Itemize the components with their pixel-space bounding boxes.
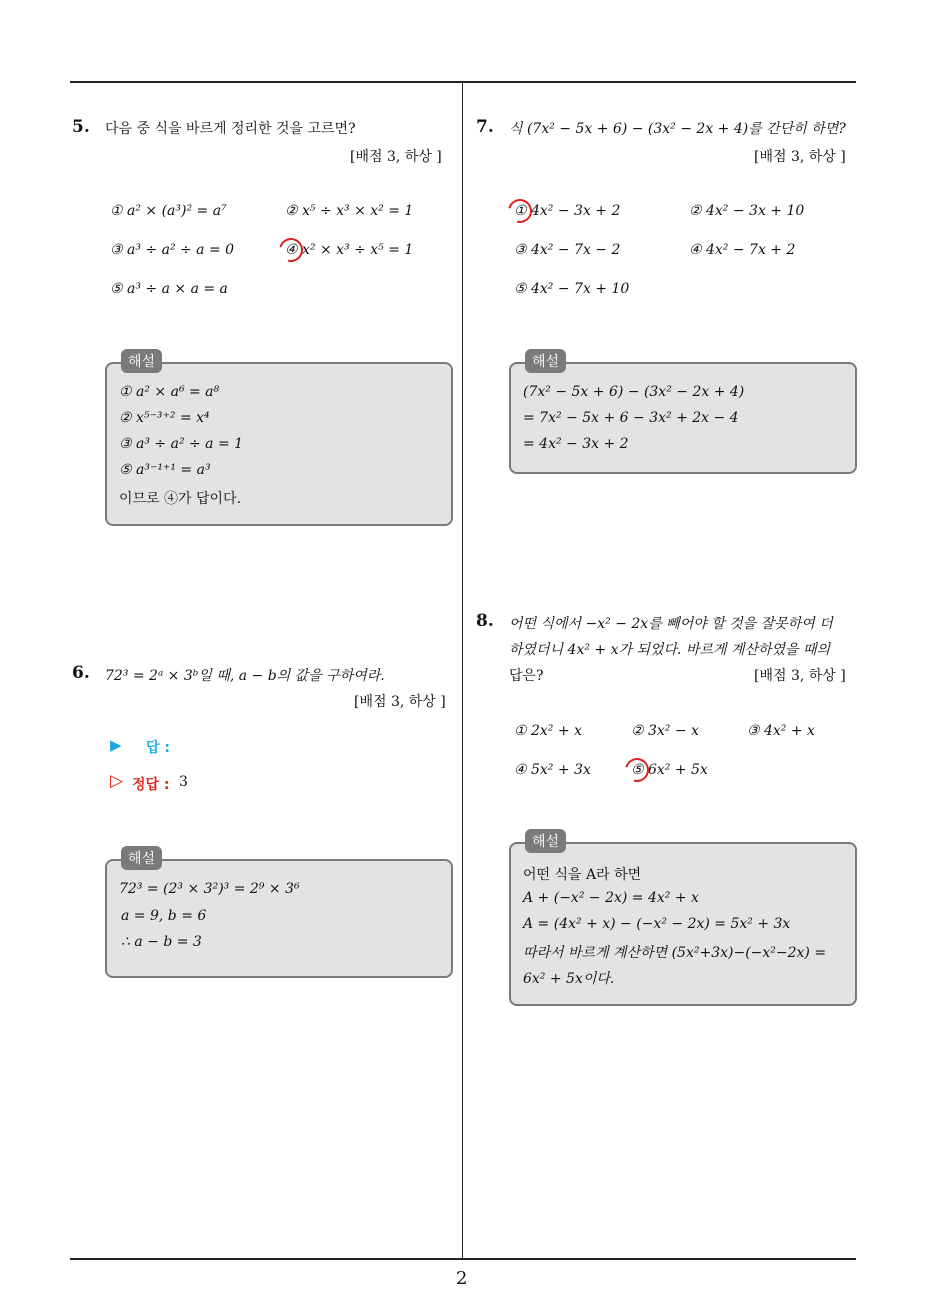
question-text-line: 어떤 식에서 −x² − 2x를 빼어야 할 것을 잘못하여 더 (509, 616, 833, 632)
question-text: 다음 중 식을 바르게 정리한 것을 고르면? (105, 121, 356, 137)
explanation-line: = 7x² − 5x + 6 − 3x² + 2x − 4 (523, 410, 739, 426)
explanation-line: ⑤ a³⁻¹⁺¹ = a³ (119, 462, 211, 478)
choice-5[interactable]: ⑤ 4x² − 7x + 10 (514, 281, 630, 297)
score-tag: [배점 3, 하상 ] (350, 149, 442, 165)
column-divider (462, 82, 463, 1259)
top-rule (70, 81, 856, 83)
explanation-line: A + (−x² − 2x) = 4x² + x (523, 890, 699, 906)
question-number: 6. (72, 663, 90, 683)
explanation-label: 해설 (525, 349, 566, 373)
explanation-line: 이므로 ④가 답이다. (119, 491, 242, 507)
answer-arrow-icon: ▶ (110, 736, 122, 754)
choice-2[interactable]: ② 3x² − x (631, 723, 699, 739)
answer-circle-mark (275, 234, 308, 267)
score-tag: [배점 3, 하상 ] (354, 694, 446, 710)
explanation-line: (7x² − 5x + 6) − (3x² − 2x + 4) (523, 384, 745, 400)
correct-answer-label: 정답 : (132, 777, 170, 793)
page-number: 2 (456, 1268, 468, 1289)
explanation-line: ① a² × a⁶ = a⁸ (119, 384, 220, 400)
correct-arrow-icon: ▷ (110, 771, 124, 791)
explanation-box (105, 859, 453, 978)
choice-1[interactable]: ① 4x² − 3x + 2 (514, 203, 621, 219)
choice-1[interactable]: ① 2x² + x (514, 723, 582, 739)
choice-4[interactable]: ④ 4x² − 7x + 2 (689, 242, 796, 258)
question-text-line: 답은? (509, 668, 544, 684)
choice-3[interactable]: ③ 4x² + x (747, 723, 815, 739)
explanation-label: 해설 (525, 829, 566, 853)
explanation-line: A = (4x² + x) − (−x² − 2x) = 5x² + 3x (523, 916, 791, 932)
choice-2[interactable]: ② x⁵ ÷ x³ × x² = 1 (285, 203, 414, 219)
score-tag: [배점 3, 하상 ] (754, 149, 846, 165)
explanation-box (105, 362, 453, 526)
explanation-label: 해설 (121, 846, 162, 870)
question-number: 8. (476, 611, 494, 631)
explanation-line: ∴ a − b = 3 (121, 934, 202, 950)
explanation-line: 어떤 식을 A라 하면 (523, 867, 642, 883)
explanation-line: = 4x² − 3x + 2 (523, 436, 629, 452)
choice-1[interactable]: ① a² × (a³)² = a⁷ (110, 203, 227, 219)
answer-circle-mark (621, 754, 654, 787)
explanation-label: 해설 (121, 349, 162, 373)
explanation-line: a = 9, b = 6 (121, 908, 207, 924)
explanation-line: 6x² + 5x이다. (523, 971, 615, 987)
explanation-line: ③ a³ ÷ a² ÷ a = 1 (119, 436, 244, 452)
question-number: 5. (72, 117, 90, 137)
explanation-box (509, 362, 857, 474)
answer-circle-mark (504, 195, 537, 228)
choice-3[interactable]: ③ a³ ÷ a² ÷ a = 0 (110, 242, 235, 258)
explanation-line: ② x⁵⁻³⁺² = x⁴ (119, 410, 210, 426)
answer-label: 답 : (146, 740, 170, 756)
question-text: 식 (7x² − 5x + 6) − (3x² − 2x + 4)를 간단히 하면? (509, 121, 846, 137)
score-tag: [배점 3, 하상 ] (754, 668, 846, 684)
choice-4[interactable]: ④ x² × x³ ÷ x⁵ = 1 (285, 242, 414, 258)
choice-5[interactable]: ⑤ a³ ÷ a × a = a (110, 281, 228, 297)
explanation-line: 따라서 바르게 계산하면 (5x²+3x)−(−x²−2x) = (523, 945, 827, 961)
question-text: 72³ = 2ᵃ × 3ᵇ일 때, a − b의 값을 구하여라. (105, 668, 385, 684)
question-number: 7. (476, 117, 494, 137)
choice-5[interactable]: ⑤ 6x² + 5x (631, 762, 708, 778)
correct-answer-value: 3 (179, 774, 188, 790)
bottom-rule (70, 1258, 856, 1260)
choice-3[interactable]: ③ 4x² − 7x − 2 (514, 242, 621, 258)
explanation-line: 72³ = (2³ × 3²)³ = 2⁹ × 3⁶ (119, 881, 300, 897)
question-text-line: 하였더니 4x² + x가 되었다. 바르게 계산하였을 때의 (509, 642, 831, 658)
explanation-box (509, 842, 857, 1006)
choice-4[interactable]: ④ 5x² + 3x (514, 762, 591, 778)
choice-2[interactable]: ② 4x² − 3x + 10 (689, 203, 805, 219)
